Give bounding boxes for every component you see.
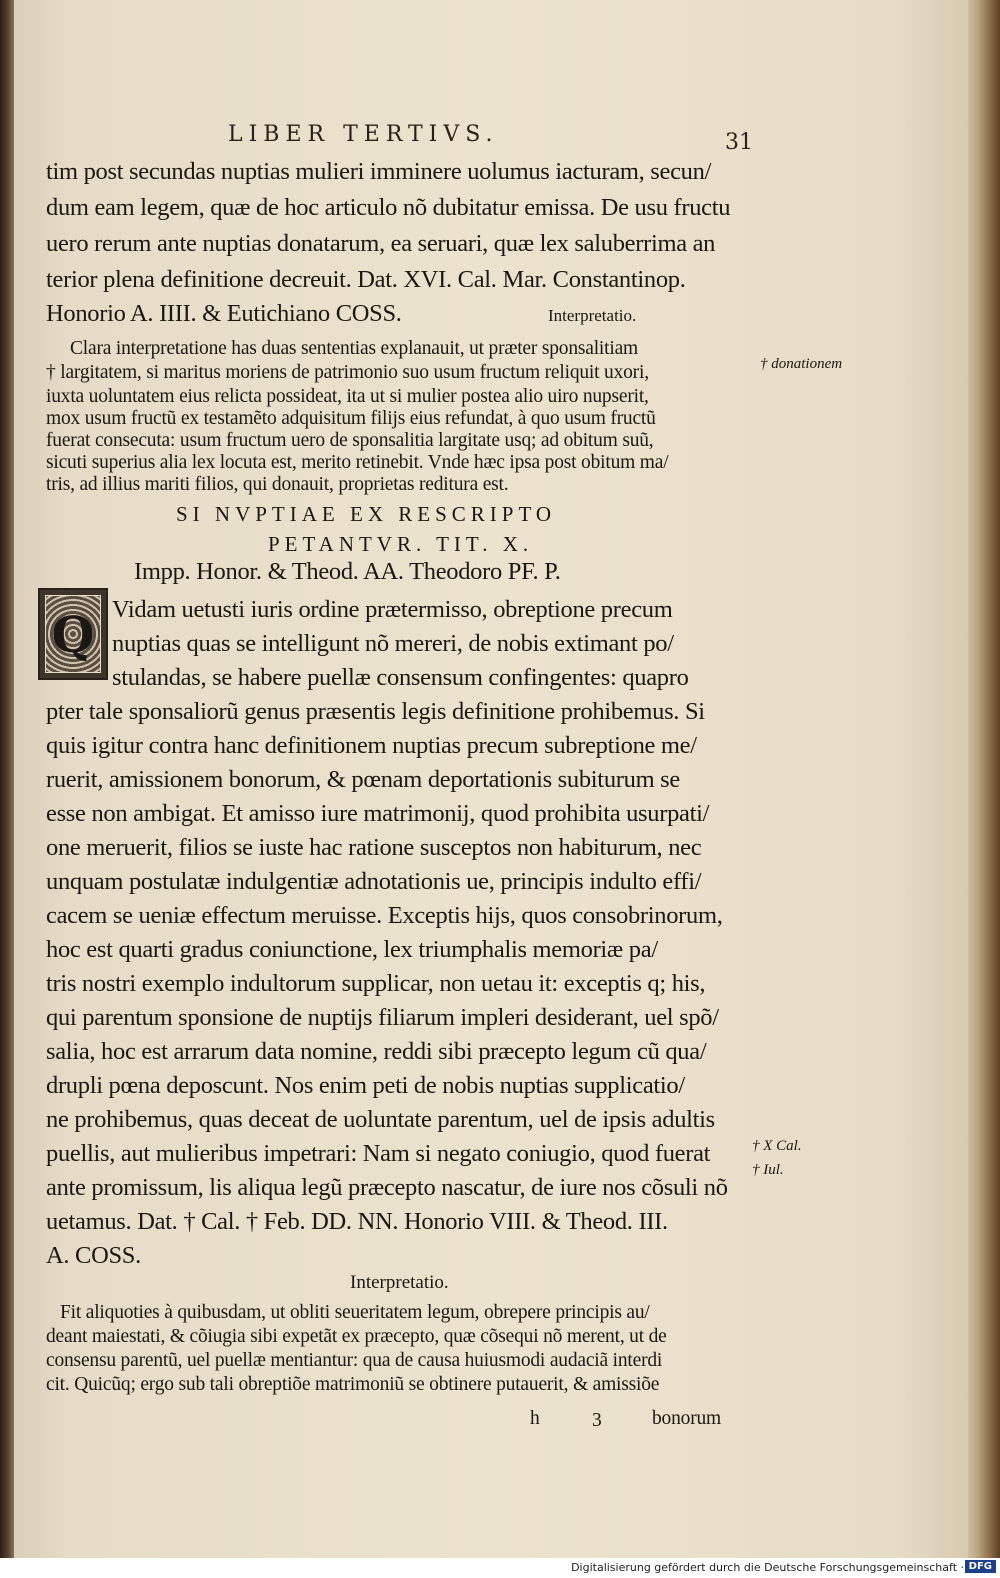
initial-letter: Q [45,595,101,673]
text-line: hoc est quarti gradus coniunctione, lex triumphalis memoriæ pa/ [46,936,658,963]
interp-line: tris, ad illius mariti filios, qui donauit, proprietas reditura est. [46,474,509,495]
text-line: tim post secundas nuptias mulieri imminere uolumus iacturam, secun/ [46,158,712,185]
interp-line: † largitatem, si maritus moriens de patrimonio suo usum fructum reliquit uxori, [46,362,649,383]
text-line: esse non ambigat. Et amisso iure matrimonij, quod prohibita usurpati/ [46,800,710,827]
text-line: ruerit, amissionem bonorum, & pœnam deportationis subiturum se [46,766,680,793]
addressee-line: Impp. Honor. & Theod. AA. Theodoro PF. P. [134,558,561,585]
section-title: SI NVPTIAE EX RESCRIPTO [176,502,557,526]
margin-note-xcal: † X Cal. [752,1138,802,1154]
text-line: cacem se ueniæ effectum meruisse. Exceptis hijs, quos consobrinorum, [46,902,723,929]
interp-line: mox usum fructũ ex testamẽto adquisitum filijs eius refundat, à quo usum fructũ [46,408,656,429]
text-line: salia, hoc est arrarum data nomine, reddi sibi præcepto legum cũ qua/ [46,1038,707,1065]
interpretatio-label: Interpretatio. [350,1272,449,1293]
interp-line: deant maiestati, & cõiugia sibi expetãt ex præcepto, quæ cõsequi nõ merent, ut de [46,1326,667,1347]
interp-line: fuerat consecuta: usum fructum uero de sponsalitia largitate usq; ad obitum suũ, [46,430,654,451]
interp-line: consensu parentũ, uel puellæ mentiantur: qua de causa huiusmodi audaciã interdi [46,1350,663,1371]
book-binding-left [0,0,14,1578]
interpretatio-label: Interpretatio. [548,306,637,325]
text-line: A. COSS. [46,1242,141,1269]
folio-number: 31 [725,130,753,155]
text-line: pter tale sponsaliorũ genus præsentis legis definitione prohibemus. Si [46,698,705,725]
text-line: ne prohibemus, quas deceat de uoluntate parentum, uel de ipsis adultis [46,1106,715,1133]
signature-number: 3 [592,1410,602,1431]
text-line: qui parentum sponsione de nuptijs filiarum impleri desiderant, uel spõ/ [46,1004,719,1031]
text-line: quis igitur contra hanc definitionem nuptias precum subreptione me/ [46,732,697,759]
decorated-initial [38,588,108,680]
text-line: puellis, aut mulieribus impetrari: Nam si negato coniugio, quod fuerat [46,1140,711,1167]
text-line: terior plena definitione decreuit. Dat. XVI. Cal. Mar. Constantinop. [46,266,686,293]
interp-line: Fit aliquoties à quibusdam, ut obliti seueritatem legum, obrepere principis au/ [60,1302,650,1323]
digitization-credit: Digitalisierung gefördert durch die Deutsche Forschungsgemeinschaft · [571,1561,964,1574]
text-line: stulandas, se habere puellæ consensum confingentes: quapro [112,664,689,691]
text-line: ante promissum, lis aliqua legũ præcepto nascatur, de iure nos cõsuli nõ [46,1174,728,1201]
text-line: one meruerit, filios se iuste hac ratione susceptos non habiturum, nec [46,834,702,861]
signature-mark: h [530,1408,540,1429]
section-title-tit: PETANTVR. TIT. X. [268,532,534,556]
text-line: dum eam legem, quæ de hoc articulo nõ dubitatur emissa. De usu fructu [46,194,731,221]
interp-line: sicuti superius alia lex locuta est, merito retinebit. Vnde hæc ipsa post obitum ma/ [46,452,669,473]
interp-line: iuxta uoluntatem eius relicta possideat, ita ut si mulier postea alio uiro nupserit, [46,386,649,407]
interp-line: Clara interpretatione has duas sententias explanauit, ut præter sponsalitiam [70,338,639,359]
dfg-logo: DFG [965,1560,996,1573]
running-title: LIBER TERTIVS. [228,122,499,147]
interp-line: cit. Quicũq; ergo sub tali obreptiõe matrimoniũ se obtinere putauerit, & amissiõe [46,1374,660,1395]
text-line: nuptias quas se intelligunt nõ mereri, de nobis extimant po/ [112,630,674,657]
margin-note-donationem: † donationem [760,356,843,372]
text-line: Vidam uetusti iuris ordine prætermisso, obreptione precum [112,596,673,623]
text-line: tris nostri exemplo indultorum supplicar, non uetau it: exceptis q; his, [46,970,706,997]
catchword: bonorum [652,1408,722,1429]
text-line: Honorio A. IIII. & Eutichiano COSS. [46,300,402,327]
text-line: unquam postulatæ indulgentiæ adnotationis ue, principis indulto effi/ [46,868,702,895]
page-edge [968,0,1000,1558]
text-line: drupli pœna deposcunt. Nos enim peti de nobis nuptias supplicatio/ [46,1072,685,1099]
text-line: uetamus. Dat. † Cal. † Feb. DD. NN. Honorio VIII. & Theod. III. [46,1208,668,1235]
margin-note-iul: † Iul. [752,1162,784,1178]
text-line: uero rerum ante nuptias donatarum, ea seruari, quæ lex saluberrima an [46,230,716,257]
